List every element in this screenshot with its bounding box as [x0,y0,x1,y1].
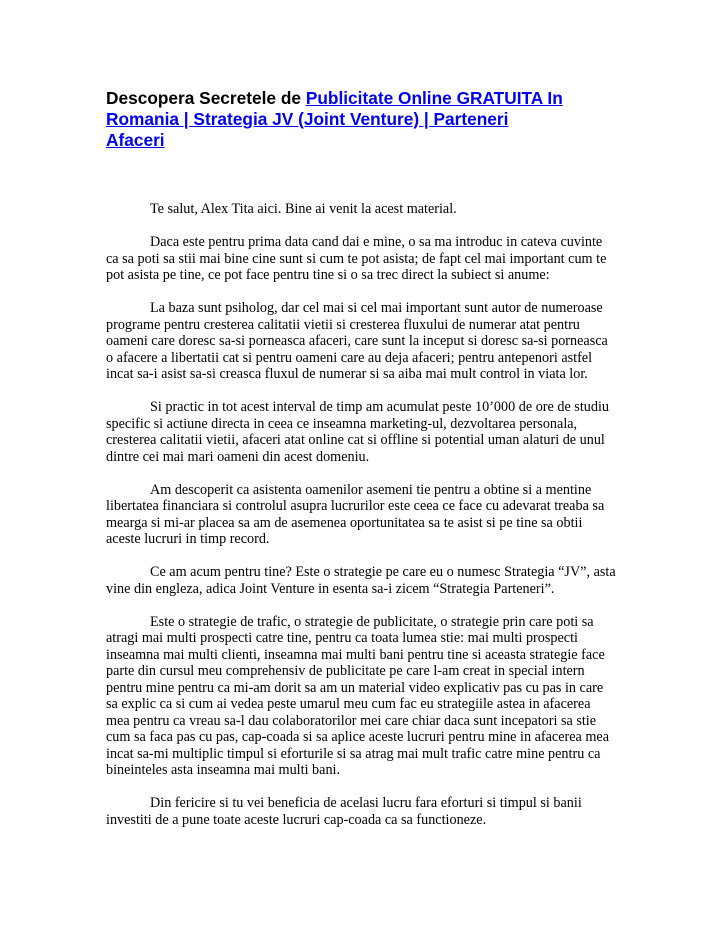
title-prefix: Descopera Secretele de [106,88,306,108]
paragraph [106,399,621,465]
paragraph-line: La baza sunt psiholog, dar cel mai si cel mai important sunt autor de numeroase [150,300,603,316]
paragraph [106,234,621,284]
paragraph [106,201,621,218]
paragraph-line: investiti de a pune toate aceste lucruri cap-coada ca sa functioneze. [106,811,487,828]
paragraph-line: sa explic ca si cum ai vedea peste umarul meu cum fac eu strategiile astea in afacerea [106,696,591,712]
paragraph-line: dintre cei mai mari oameni din acest domeniu. [106,448,370,465]
page-title [106,88,621,151]
title-link-line: Publicitate Online GRATUITA In [305,88,563,108]
paragraph [106,482,621,548]
paragraph-line: ca sa poti sa stii mai bine cine sunt si cum te pot asista; de fapt cel mai important cum te [106,250,607,267]
paragraph-line: bineinteles asta inseamna mai multi bani. [106,762,341,778]
paragraph-line: cum sa faca pas cu pas, cap-coada si sa aplice aceste lucruri pentru mine in afacerea mea [106,729,609,745]
paragraph-line: incat sa-mi multiplic timpul si eforturile si sa atrag mai mult trafic catre mine pentru ca [106,745,601,762]
paragraph-line: mearga si mi-ar placea sa am de asemenea oportunitatea sa te asist si pe tine sa obtii [106,514,583,531]
paragraph-line: atragi mai multi prospecti catre tine, pentru ca toata lumea stie: mai multi prospecti [106,630,578,646]
paragraph-line: pentru mine pentru ca mi-am dorit sa am un material video explicativ pas cu pas in care [106,679,604,696]
paragraph-line: programe pentru cresterea calitatii vietii si cresterea fluxului de numerar atat pentru [106,316,580,333]
paragraph-line: oameni care doresc sa-si porneasca afaceri, care sunt la inceput si doresc sa-si porneasca [106,333,608,349]
paragraph-line: Daca este pentru prima data cand dai e mine, o sa ma introduc in cateva cuvinte [150,234,603,250]
paragraph-line: Este o strategie de trafic, o strategie de publicitate, o strategie prin care poti sa [150,613,594,630]
paragraph-line: vine din engleza, adica Joint Venture in esenta sa-i zicem “Strategia Parteneri”. [106,580,555,597]
paragraph-line: inseamna mai multi clienti, inseamna mai multi bani pentru tine si aceasta strategie face [106,646,605,663]
paragraph [106,300,621,383]
paragraph-line: parte din cursul meu comprehensiv de publicitate pe care l-am creat in special intern [106,663,585,679]
title-link-line: Afaceri [106,130,165,150]
paragraph-line: Ce am acum pentru tine? Este o strategie pe care eu o numesc Strategia “JV”, asta [150,564,616,580]
paragraph-line: libertatea financiara si controlul asupra lucrurilor este ceea ce face cu adevarat treaba sa [106,498,605,514]
paragraph-line: mea pentru ca vreau sa-l dau colaboratorilor mei care chiar daca sunt incepatori sa stie [106,712,597,729]
paragraph-line: pot asista pe tine, ce pot face pentru tine si o sa trec direct la subiect si anume: [106,267,550,283]
article-body [106,201,621,828]
paragraph-line: specific si actiune directa in ceea ce inseamna marketing-ul, dezvoltarea personala, [106,415,578,432]
paragraph-line: o afacere a libertatii cat si pentru oameni care au deja afaceri; pentru antepenori astfel [106,349,593,366]
paragraph-line: Din fericire si tu vei beneficia de acelasi lucru fara eforturi si timpul si banii [150,795,582,811]
paragraph-line: Am descoperit ca asistenta oamenilor asemeni tie pentru a obtine si a mentine [150,481,592,498]
document-page [106,88,621,845]
paragraph [106,795,621,828]
title-link-line: Romania | Strategia JV (Joint Venture) | Parteneri [106,109,509,129]
paragraph-line: incat sa-i asist sa-si creasca fluxul de numerar si sa aiba mai mult control in viata lor. [106,366,588,382]
paragraph-line: cresterea calitatii vietii, afaceri atat online cat si offline si potential uman alaturi de unul [106,432,605,448]
paragraph-line: aceste lucruri in timp record. [106,531,270,547]
paragraph-line: Te salut, Alex Tita aici. Bine ai venit la acest material. [150,201,457,217]
paragraph [106,614,621,779]
paragraph-line: Si practic in tot acest interval de timp am acumulat peste 10’000 de ore de studiu [150,399,609,415]
paragraph [106,564,621,597]
